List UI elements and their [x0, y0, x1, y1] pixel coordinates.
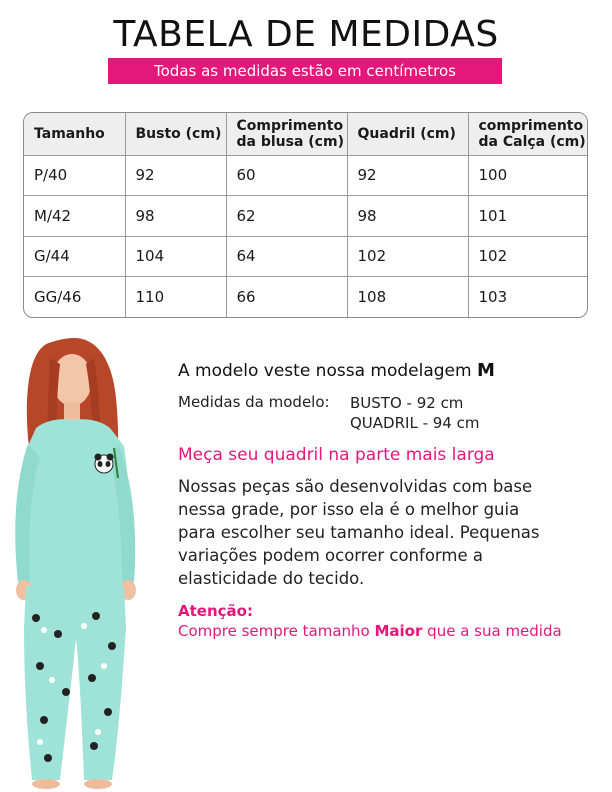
header-comprimento-blusa: Comprimento da blusa (cm) — [226, 113, 347, 155]
table-cell: M/42 — [24, 196, 125, 237]
table-cell: 92 — [125, 155, 226, 196]
sizing-paragraph: Nossas peças são desenvolvidas com base nessa grade, por isso ela é o melhor guia para escolher seu tamanho ideal. Pequenas variações podem ocorrer conforme a elasticidade do tecido. — [178, 477, 540, 588]
table-cell: 101 — [468, 196, 588, 237]
table-cell: 102 — [347, 236, 468, 277]
table-cell: 110 — [125, 277, 226, 318]
table-cell: 60 — [226, 155, 347, 196]
table-cell: GG/46 — [24, 277, 125, 318]
header-comprimento-calca: comprimento da Calça (cm) — [468, 113, 588, 155]
table-cell: 104 — [125, 236, 226, 277]
table-row — [24, 236, 588, 277]
table-cell: 66 — [226, 277, 347, 318]
model-hip: QUADRIL - 94 cm — [350, 414, 480, 432]
table-cell: 64 — [226, 236, 347, 277]
table-header-row — [24, 113, 588, 155]
table-cell: 100 — [468, 155, 588, 196]
table-row — [24, 277, 588, 318]
table-cell: 98 — [125, 196, 226, 237]
size-table — [23, 112, 588, 318]
header-busto: Busto (cm) — [125, 113, 226, 155]
model-wears-line — [178, 360, 608, 381]
table-cell: 103 — [468, 277, 588, 318]
table-cell: G/44 — [24, 236, 125, 277]
attention-text-after: que a sua medida — [427, 622, 562, 640]
table-cell: 102 — [468, 236, 588, 277]
model-info — [178, 360, 608, 640]
table-cell: 62 — [226, 196, 347, 237]
model-measures-label: Medidas da modelo: — [178, 393, 330, 411]
table-cell: 92 — [347, 155, 468, 196]
hip-tip-heading: Meça seu quadril na parte mais larga — [178, 445, 495, 465]
attention-label: Atenção: — [178, 602, 253, 620]
table-cell: 108 — [347, 277, 468, 318]
model-photo — [0, 328, 170, 792]
units-banner: Todas as medidas estão em centímetros — [108, 58, 502, 84]
page-title: TABELA DE MEDIDAS — [113, 14, 499, 55]
model-wears-size: M — [476, 360, 495, 381]
table-cell: 98 — [347, 196, 468, 237]
table-row — [24, 155, 588, 196]
model-bust: BUSTO - 92 cm — [350, 394, 464, 412]
attention-text-before: Compre sempre tamanho — [178, 622, 370, 640]
attention-text-bold: Maior — [374, 622, 423, 640]
model-measures — [178, 393, 608, 433]
attention-text — [178, 622, 608, 640]
header-tamanho: Tamanho — [24, 113, 125, 155]
model-wears-text: A modelo veste nossa modelagem — [178, 361, 472, 381]
table-row — [24, 196, 588, 237]
header-quadril: Quadril (cm) — [347, 113, 468, 155]
table-cell: P/40 — [24, 155, 125, 196]
